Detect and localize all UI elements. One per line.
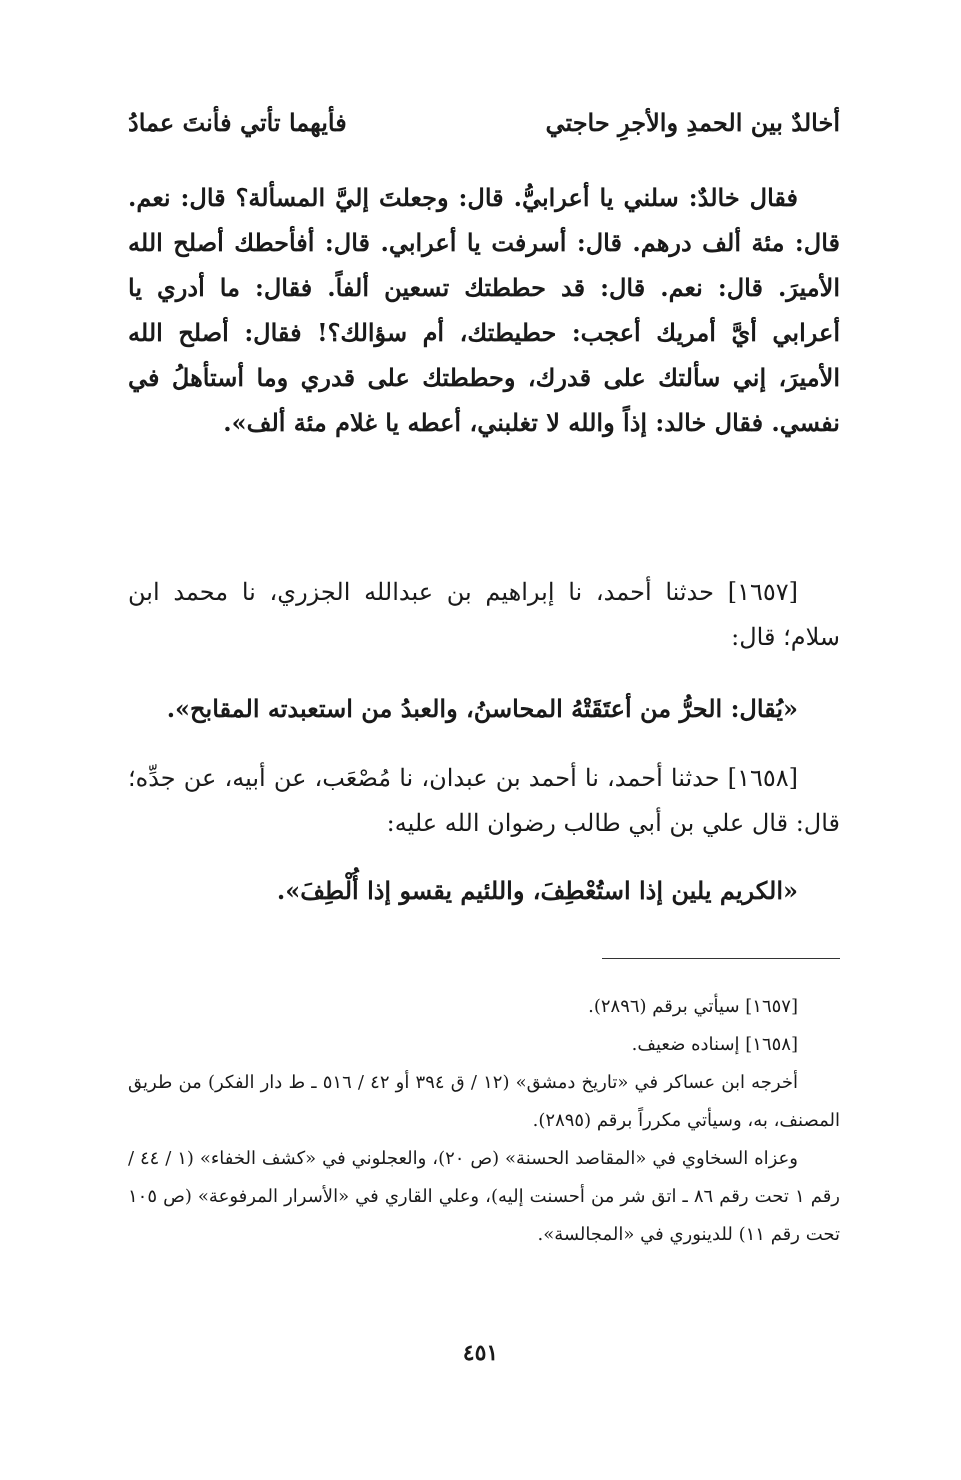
poetry-verse [128, 108, 840, 152]
verse-second-hemistich: فأيهما تأتي فأنتَ عمادُ [128, 108, 347, 137]
hadith-1657-chain: [١٦٥٧] حدثنا أحمد، نا إبراهيم بن عبدالله الجزري، نا محمد ابن سلام؛ قال: [128, 578, 840, 651]
story-paragraph: فقال خالدٌ: سلني يا أعرابيُّ. قال: وجعلتَ إليَّ المسألة؟ قال: نعم. قال: مئة ألف درهم. قال: أسرفت يا أعرابي. قال: أفأحطك أصلح الله الأميرَ. قال: نعم. قال: قد حططتك تسعين ألفاً. فقال: ما أدري يا أعرابي أيَّ أمريك أعجب: حطيطتك، أم سؤالك؟! فقال: أصلح الله الأميرَ، إني سألتك على قدرك، وحططتك على قدري وما أستأهلُ في نفسي. فقال خالد: إذاً والله لا تغلبني، أعطه يا غلام مئة ألف». [128, 183, 840, 437]
footnote-1658-source: أخرجه ابن عساكر في «تاريخ دمشق» (١٢ / ق ٣٩٤ أو ٤٢ / ٥١٦ ـ ط دار الفكر) من طريق المصنف، به، وسيأتي مكرراً برقم (٢٨٩٥). [128, 1072, 840, 1131]
footnotes-section [128, 988, 840, 1254]
hadith-1658-quote: «الكريم يلين إذا استُعْطِفَ، واللئيم يقسو إذا أُلْطِفَ». [276, 876, 798, 905]
page-number: ٤٥١ [462, 1340, 499, 1366]
verse-first-hemistich: أخالدٌ بين الحمدِ والأجرِ حاجتي [545, 108, 840, 137]
hadith-1658-chain: [١٦٥٨] حدثنا أحمد، نا أحمد بن عبدان، نا مُصْعَب، عن أبيه، عن جدِّه؛ قال: قال علي بن أبي طالب رضوان الله عليه: [128, 764, 840, 837]
footnote-divider [602, 958, 840, 959]
footnote-1658-attribution: وعزاه السخاوي في «المقاصد الحسنة» (ص ٢٠)، والعجلوني في «كشف الخفاء» (١ / ٤٤ / رقم ١ تحت رقم ٨٦ ـ اتق شر من أحسنت إليه)، وعلي القاري في «الأسرار المرفوعة» (ص ١٠٥ تحت رقم ١١) للدينوري في «المجالسة». [128, 1148, 840, 1245]
footnote-1657: [١٦٥٧] سيأتي برقم (٢٨٩٦). [588, 996, 798, 1017]
footnote-1658: [١٦٥٨] إسناده ضعيف. [631, 1034, 798, 1055]
hadith-1657-quote: «يُقال: الحرُّ من أعتَقَتْهُ المحاسنُ، والعبدُ من استعبدته المقابح». [166, 694, 798, 723]
